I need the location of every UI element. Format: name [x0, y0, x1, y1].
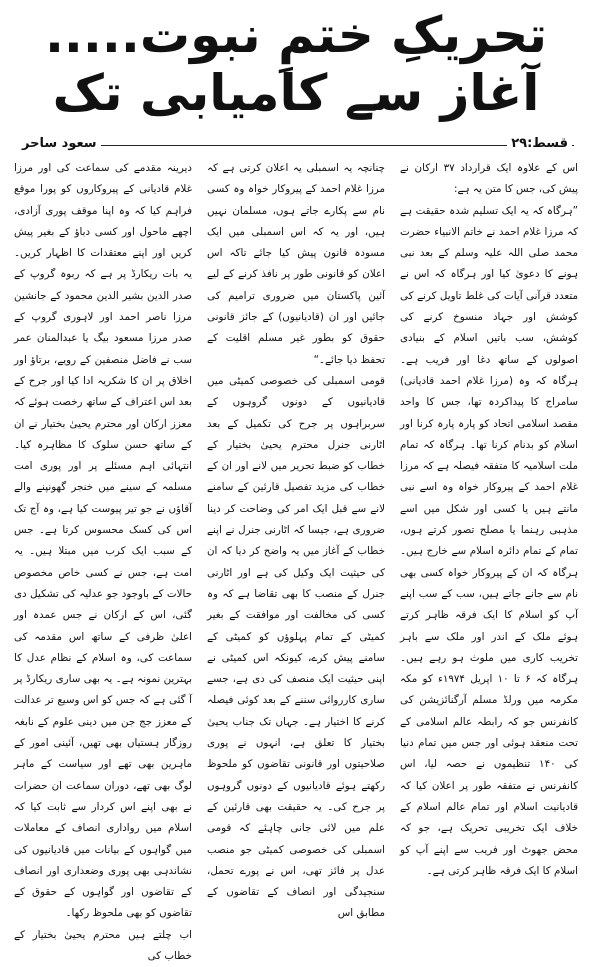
headline-line-2: آغاز سے کامیابی تک [52, 64, 540, 122]
paragraph: اب چلتے ہیں محترم یحییٰ بختیار کے خطاب کی [14, 928, 192, 962]
author-name: سعود ساحر [18, 136, 101, 151]
headline-line-1: تحریکِ ختمِ نبوت..... [44, 6, 548, 64]
installment-number: قسط:۲۹ [507, 136, 572, 151]
headline [18, 6, 574, 124]
byline-divider [20, 145, 574, 146]
paragraph: قومی اسمبلی کی خصوصی کمیٹی میں قادیانیوں کے دونوں گروہوں کے سربراہوں پر جرح کی تکمیل کے بعد اٹارنی جنرل محترم یحییٰ بختیار کے خطاب کو ضبط تحریر میں لانے اور ان کے خطاب کی مزید تفصیل قارئین کے سامنے لانے سے قبل ایک امر کی وضاحت کر دینا ضروری ہے، جیسا کہ اٹارنی جنرل نے اپنے خطاب کے آغاز میں یہ واضح کر دیا کہ ان کی حیثیت ایک وکیل کی ہے اور اٹارنی جنرل کے منصب کا بھی تقاضا ہے کہ وہ کسی کی مخالفت اور موافقت کے بغیر کمیٹی کے تمام پہلوؤں کو کمیٹی کے سامنے پیش کرے، کیونکہ اس کمیٹی نے اپنی حیثیت ایک منصف کی دی ہے، جسے ساری کارروائی سننے کے بعد کوئی فیصلہ کرنے کا اختیار ہے۔ جہاں تک جناب یحییٰ بختیار کا تعلق ہے، انہوں نے پوری صلاحیتوں اور قانونی تقاضوں کو ملحوظ رکھتے ہوئے قادیانیوں کے دونوں گروہوں پر جرح کی۔ یہ حقیقت بھی قارئین کے علم میں لائی جانی چاہئے کہ قومی اسمبلی کی خصوصی کمیٹی جو منصب عدل پر فائز تھی، اس نے پورے تحمل، سنجیدگی اور انصاف کے تقاضوں کے مطابق اس [207, 374, 385, 920]
column-middle [207, 158, 385, 920]
paragraph: دیرینہ مقدمے کی سماعت کی اور مرزا غلام قادیانی کے پیروکاروں کو پورا موقع فراہم کیا کہ وہ اپنا موقف پوری آزادی، اچھے ماحول اور کسی دباؤ کے بغیر پیش کریں اور اپنے معتقدات کا اظہار کریں۔ یہ بات ریکارڈ پر ہے کہ ربوہ گروپ کے صدر الدین بشیر الدین محمود کے جانشین مرزا ناصر احمد اور لاہوری گروپ کے صدر مرزا مسعود بیگ یا عبدالمنان عمر سب نے فاضل منصفین کے رویے، برتاؤ اور اخلاق پر ان کا شکریہ ادا کیا اور جرح کے بعد اس اعتراف کے ساتھ رخصت ہوئے کہ معزز ارکان اور محترم یحییٰ بختیار نے ان کے ساتھ حسن سلوک کا مظاہرہ کیا۔ انتہائی اہم مسئلے پر اور پوری امت مسلمہ کے سینے میں خنجر گھونپنے والے آقاؤں نے جو تیر پیوست کیا ہے، وہ آج تک اس کی کسک محسوس کرتا ہے۔ جس کے سبب ایک کرب میں مبتلا ہیں۔ یہ امت ہے، جس نے کسی خاص مخصوص حالات کے باوجود جو عدلیہ کی تشکیل دی گئی، اس کے ارکان نے جس عمدہ اور اعلیٰ ظرفی کے ساتھ اس مقدمہ کی سماعت کی، وہ اسلام کے نظام عدل کا بہترین نمونہ ہے۔ یہ بھی ساری ریکارڈ پر آ گئی ہے کہ جس کو اس وسیع تر عدالت کے معزز جج جن میں دینی علوم کے نابغہ روزگار ہستیاں بھی تھیں، آئینی امور کے ماہرین بھی تھے اور سیاست کے ماہر لوگ بھی تھے، دوران سماعت ان حضرات نے بھی اپنے اس کردار سے ثابت کیا کہ اسلام میں رواداری انصاف کے معاملات میں گواہوں کے بیانات میں قادیانیوں کی نشاندہی بھی پوری وضعداری اور انصاف کے تقاضوں اور گواہوں کے حقوق کے تقاضوں کو بھی ملحوظ رکھا۔ [14, 162, 192, 920]
column-left [14, 158, 192, 962]
paragraph: ”ہرگاہ کہ یہ ایک تسلیم شدہ حقیقت ہے کہ مرزا غلام احمد نے خاتم الانبیاء حضرت محمد صلی اللہ علیہ وسلم کے بعد نبی ہونے کا دعویٰ کیا اور ہرگاہ کہ اس نے متعدد قرآنی آیات کی غلط تاویل کرنے کی کوشش اور جہاد منسوخ کرنے کی کوشش، سب باتیں اسلام کے بنیادی اصولوں کے ساتھ دغا اور فریب ہے۔ ہرگاہ کہ وہ (مرزا غلام احمد قادیانی) سامراج کا پیداکردہ تھا، جس کا واحد مقصد اسلامی اتحاد کو پارہ پارہ کرنا اور اسلام کو بدنام کرنا تھا۔ ہرگاہ کہ تمام ملت اسلامیہ کا متفقہ فیصلہ ہے کہ مرزا غلام احمد کے پیروکار خواہ وہ اسے نبی مانتے ہیں یا کسی اور شکل میں اسے مذہبی رہنما یا مصلح تصور کرتے ہوں، تمام کے تمام دائرہ اسلام سے خارج ہیں۔ ہرگاہ کہ ان کے پیروکار خواہ کسی بھی نام سے جانے جاتے ہیں، سب کے سب اپنے آپ کو اسلام کا ایک فرقہ ظاہر کرتے ہوئے ملک کے اندر اور ملک سے باہر تخریب کاری میں ملوث ہو رہے ہیں۔ ہرگاہ کہ ۶ تا ۱۰ اپریل ۱۹۷۴ء کو مکہ مکرمہ میں ورلڈ مسلم آرگنائزیشن کی کانفرنس جو کہ رابطہ عالم اسلامی کے تحت منعقد ہوئی اور جس میں تمام دنیا کی ۱۴۰ تنظیموں نے حصہ لیا، اس کانفرنس نے متفقہ طور پر اعلان کیا کہ قادیانیت اسلام اور تمام عالم اسلام کے خلاف ایک تخریبی تحریک ہے، جو کہ محض جھوٹ اور فریب سے اپنے آپ کو اسلام کا ایک فرقہ ظاہر کرتی ہے۔ [400, 204, 578, 877]
column-right [400, 158, 579, 877]
paragraph: اس کے علاوہ ایک قرارداد ۳۷ ارکان نے پیش کی، جس کا متن یہ ہے: [400, 162, 579, 196]
paragraph: چنانچہ یہ اسمبلی یہ اعلان کرتی ہے کہ مرزا غلام احمد کے پیروکار خواہ وہ کسی نام سے پکارے جاتے ہوں، مسلمان نہیں ہیں، اور یہ کہ اس اسمبلی میں ایک مسودہ قانون پیش کیا جائے تاکہ اس اعلان کو قانونی طور پر نافذ کرنے کے لیے آئین پاکستان میں ضروری ترامیم کی جائیں اور ان (قادیانیوں) کے جائز قانونی حقوق کو بطور غیر مسلم اقلیت کے تحفظ دیا جائے۔“ [207, 162, 385, 366]
article-body [14, 158, 579, 962]
